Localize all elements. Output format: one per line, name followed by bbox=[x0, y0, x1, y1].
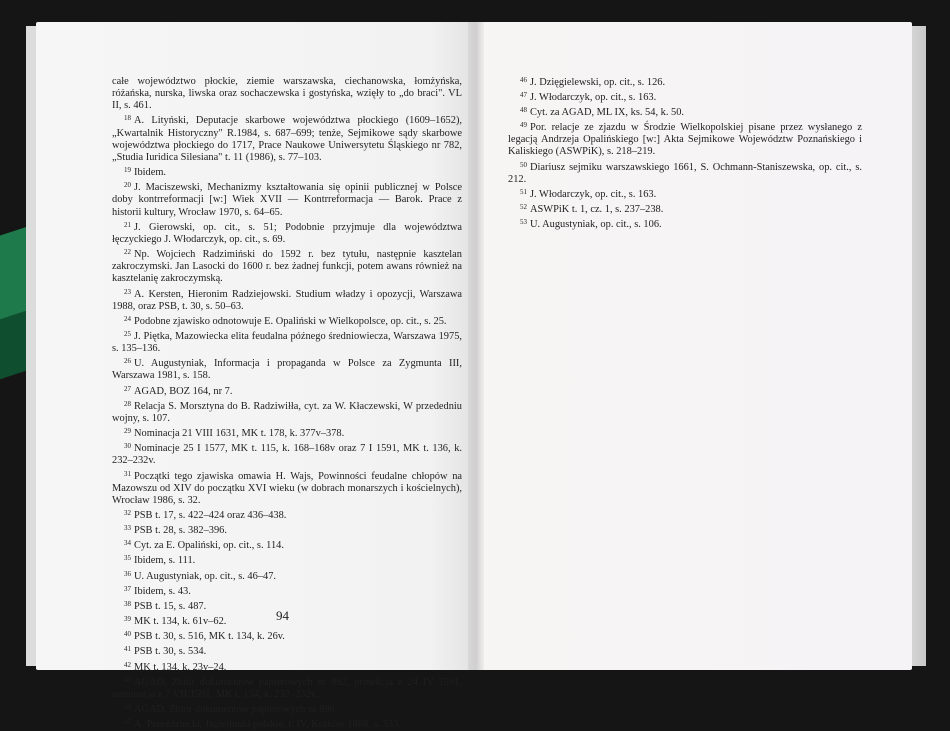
footnote bbox=[112, 328, 462, 355]
footnote bbox=[112, 659, 462, 674]
footnote-number: 39 bbox=[124, 615, 131, 624]
footnote-number: 34 bbox=[124, 539, 131, 548]
footnote-number: 37 bbox=[124, 584, 131, 593]
footnote-text: U. Augustyniak, Informacja i propaganda w Polsce za Zygmunta III, Warszawa 1981, s. 158. bbox=[112, 358, 462, 382]
footnote-text: AGAD, BOZ 164, nr 7. bbox=[134, 385, 233, 397]
footnote-number: 31 bbox=[124, 469, 131, 478]
footnote bbox=[112, 425, 462, 440]
footnote-number: 48 bbox=[520, 106, 527, 115]
footnote bbox=[112, 398, 462, 425]
footnote bbox=[112, 628, 462, 643]
footnote-text: U. Augustyniak, op. cit., s. 106. bbox=[530, 218, 662, 230]
footnote bbox=[112, 246, 462, 285]
footnote-number: 40 bbox=[124, 630, 131, 639]
footnote-text: Początki tego zjawiska omawia H. Wajs, Powinności feudalne chłopów na Mazowszu od XIV do początku XVI wieku (w dobrach monarszych i kościelnych), Wrocław 1986, s. 32. bbox=[112, 470, 462, 506]
footnote-text: Diariusz sejmiku warszawskiego 1661, S. Ochmann-Staniszewska, op. cit., s. 212. bbox=[508, 161, 862, 185]
footnote-text: AGAD, Zbiór dokumentów papierowych nr 896. bbox=[134, 704, 338, 716]
footnote bbox=[508, 89, 862, 104]
footnote bbox=[112, 583, 462, 598]
footnote bbox=[112, 537, 462, 552]
footnote-number: 27 bbox=[124, 384, 131, 393]
footnote-text: Podobne zjawisko odnotowuje E. Opaliński w Wielkopolsce, op. cit., s. 25. bbox=[134, 315, 447, 327]
footnote bbox=[112, 313, 462, 328]
footnote bbox=[112, 568, 462, 583]
footnote-text: Nominacja 21 VIII 1631, MK t. 178, k. 377v–378. bbox=[134, 428, 345, 440]
footnote-number: 23 bbox=[124, 287, 131, 296]
footnote-number: 47 bbox=[520, 91, 527, 100]
footnote-text: Np. Wojciech Radzimiński do 1592 r. bez tytułu, następnie kasztelan zakroczymski. Jan Lasocki do 1600 r. bez żadnej funkcji, potem awans również na kasztelanię zakroczymską. bbox=[112, 249, 462, 285]
footnote bbox=[112, 468, 462, 507]
footnote bbox=[112, 507, 462, 522]
footnote-number: 51 bbox=[520, 187, 527, 196]
footnote-text: J. Maciszewski, Mechanizmy kształtowania się opinii publicznej w Polsce doby kontrreformacji [w:] Wiek XVII — Kontrreformacja — Barok. Prace z historii kultury, Wrocław 1970, s. 64–65. bbox=[112, 182, 462, 218]
footnote-number: 38 bbox=[124, 599, 131, 608]
footnote-text: J. Dzięgielewski, op. cit., s. 126. bbox=[530, 77, 666, 88]
footnote bbox=[508, 216, 862, 231]
footnote-number: 50 bbox=[520, 160, 527, 169]
scanner-background-shadow bbox=[0, 311, 26, 379]
footnote-text: ASWPiK t. 1, cz. 1, s. 237–238. bbox=[530, 203, 664, 215]
footnote-text: Ibidem, s. 43. bbox=[134, 585, 191, 597]
footnote bbox=[508, 119, 862, 158]
book-gutter bbox=[468, 22, 484, 670]
footnote-text: A. Lityński, Deputacje skarbowe województwa płockiego (1609–1652), „Kwartalnik Historyczny" R.1984, s. 687–699; tenże, Sejmikowe sądy skarbowe województwa płockiego do 1717, Prace Naukowe Uniwersytetu Śląskiego nr 782, „Studia Iuridica Silesiana" t. 11 (1986), s. 77–103. bbox=[112, 115, 462, 163]
footnote bbox=[112, 701, 462, 716]
footnote-text: Cyt. za E. Opaliński, op. cit., s. 114. bbox=[134, 540, 284, 552]
footnote-text: PSB t. 15, s. 487. bbox=[134, 600, 207, 612]
footnote bbox=[112, 674, 462, 701]
right-page-footnotes bbox=[508, 74, 862, 231]
footnote-number: 29 bbox=[124, 427, 131, 436]
footnote-text: Cyt. za AGAD, ML IX, ks. 54, k. 50. bbox=[530, 107, 685, 119]
footnote-text: Por. relacje ze zjazdu w Środzie Wielkopolskiej pisane przez wysłanego z legacją Andrzeja Opalińskiego [w:] Akta Sejmikowe Województw Poznańskiego i Kaliskiego (ASWPiK), s. 218–219. bbox=[508, 122, 862, 158]
footnote-number: 41 bbox=[124, 645, 131, 654]
footnote bbox=[508, 74, 862, 89]
footnote-text: U. Augustyniak, op. cit., s. 46–47. bbox=[134, 570, 277, 582]
footnote bbox=[112, 219, 462, 246]
footnote bbox=[112, 383, 462, 398]
footnote-number: 24 bbox=[124, 314, 131, 323]
footnote-number: 33 bbox=[124, 524, 131, 533]
left-page-top-text: całe województwo płockie, ziemie warszawska, ciechanowska, łomżyńska, różańska, nurska, liwska oraz sochaczewska i gostyńska, wzięły to „do braci". VL II, s. 461. bbox=[112, 76, 462, 112]
footnote-number: 46 bbox=[520, 76, 527, 84]
footnote-text: Nominacje 25 I 1577, MK t. 115, k. 168–168v oraz 7 I 1591, MK t. 136, k. 232–232v. bbox=[112, 443, 462, 467]
footnote bbox=[112, 643, 462, 658]
footnote-number: 53 bbox=[520, 217, 527, 226]
footnote-number: 22 bbox=[124, 248, 131, 257]
footnote bbox=[112, 552, 462, 567]
footnote-text: A. Kersten, Hieronim Radziejowski. Studium władzy i opozycji, Warszawa 1988, oraz PSB, t. 30, s. 50–63. bbox=[112, 288, 462, 312]
footnote-text: Relacja S. Morsztyna do B. Radziwiłła, cyt. za W. Kłaczewski, W przededniu wojny, s. 107. bbox=[112, 400, 462, 424]
footnote bbox=[112, 164, 462, 179]
footnote-text: A. Przeździecki, Jagiellonki polskie, t. IV, Kraków 1868, s. 333. bbox=[134, 719, 401, 731]
footnote-text: J. Piętka, Mazowiecka elita feudalna późnego średniowiecza, Warszawa 1975, s. 135–136. bbox=[112, 330, 462, 355]
footnote-text: J. Włodarczyk, op. cit., s. 163. bbox=[530, 92, 657, 104]
footnote-text: Ibidem, s. 111. bbox=[134, 555, 196, 567]
footnote-text: PSB t. 30, s. 516, MK t. 134, k. 26v. bbox=[134, 631, 285, 643]
footnote-number: 30 bbox=[124, 442, 131, 451]
footnote bbox=[508, 159, 862, 186]
footnote bbox=[112, 179, 462, 218]
footnote-text: MK t. 134, k. 61v–62. bbox=[134, 616, 227, 628]
footnote bbox=[112, 522, 462, 537]
footnote-number: 44 bbox=[124, 703, 131, 712]
footnote-number: 42 bbox=[124, 660, 131, 669]
footnote bbox=[112, 112, 462, 164]
footnote-text: AGAD, Zbiór dokumentów papierowych nr 892, protekcja z 24 IV 1591, nominacja z 7 VII 1591, MK t. 134, k. 232–232v. bbox=[112, 676, 462, 700]
footnote-number: 28 bbox=[124, 399, 131, 408]
footnote-number: 36 bbox=[124, 569, 131, 578]
footnote bbox=[112, 286, 462, 313]
footnote-text: MK t. 134, k. 23v–24. bbox=[134, 661, 227, 673]
footnote bbox=[508, 201, 862, 216]
left-page-footnotes bbox=[112, 76, 462, 731]
footnote-number: 32 bbox=[124, 509, 131, 517]
footnote-text: J. Włodarczyk, op. cit., s. 163. bbox=[530, 188, 657, 200]
footnote-number: 25 bbox=[124, 329, 131, 338]
footnote-number: 45 bbox=[124, 718, 131, 727]
footnote-text: PSB t. 28, s. 382–396. bbox=[134, 525, 227, 537]
footnote-number: 20 bbox=[124, 181, 131, 190]
footnote-number: 43 bbox=[124, 675, 131, 684]
footnote-text: J. Gierowski, op. cit., s. 51; Podobnie przyjmuje dla województwa łęczyckiego J. Włodarczyk, op. cit., s. 69. bbox=[112, 221, 462, 245]
footnote-number: 49 bbox=[520, 121, 527, 130]
page-number: 94 bbox=[276, 608, 289, 623]
footnote bbox=[112, 440, 462, 467]
footnote-number: 19 bbox=[124, 166, 131, 175]
footnote-text: PSB t. 17, s. 422–424 oraz 436–438. bbox=[134, 510, 287, 521]
footnote-number: 52 bbox=[520, 202, 527, 211]
footnote bbox=[508, 186, 862, 201]
footnote-number: 18 bbox=[124, 114, 131, 123]
footnote bbox=[112, 716, 462, 731]
footnote bbox=[112, 355, 462, 382]
footnote-text: Ibidem. bbox=[134, 167, 167, 179]
footnote bbox=[508, 104, 862, 119]
footnote-text: PSB t. 30, s. 534. bbox=[134, 646, 207, 658]
footnote-number: 26 bbox=[124, 357, 131, 366]
footnote-number: 21 bbox=[124, 220, 131, 229]
footnote-number: 35 bbox=[124, 554, 131, 563]
